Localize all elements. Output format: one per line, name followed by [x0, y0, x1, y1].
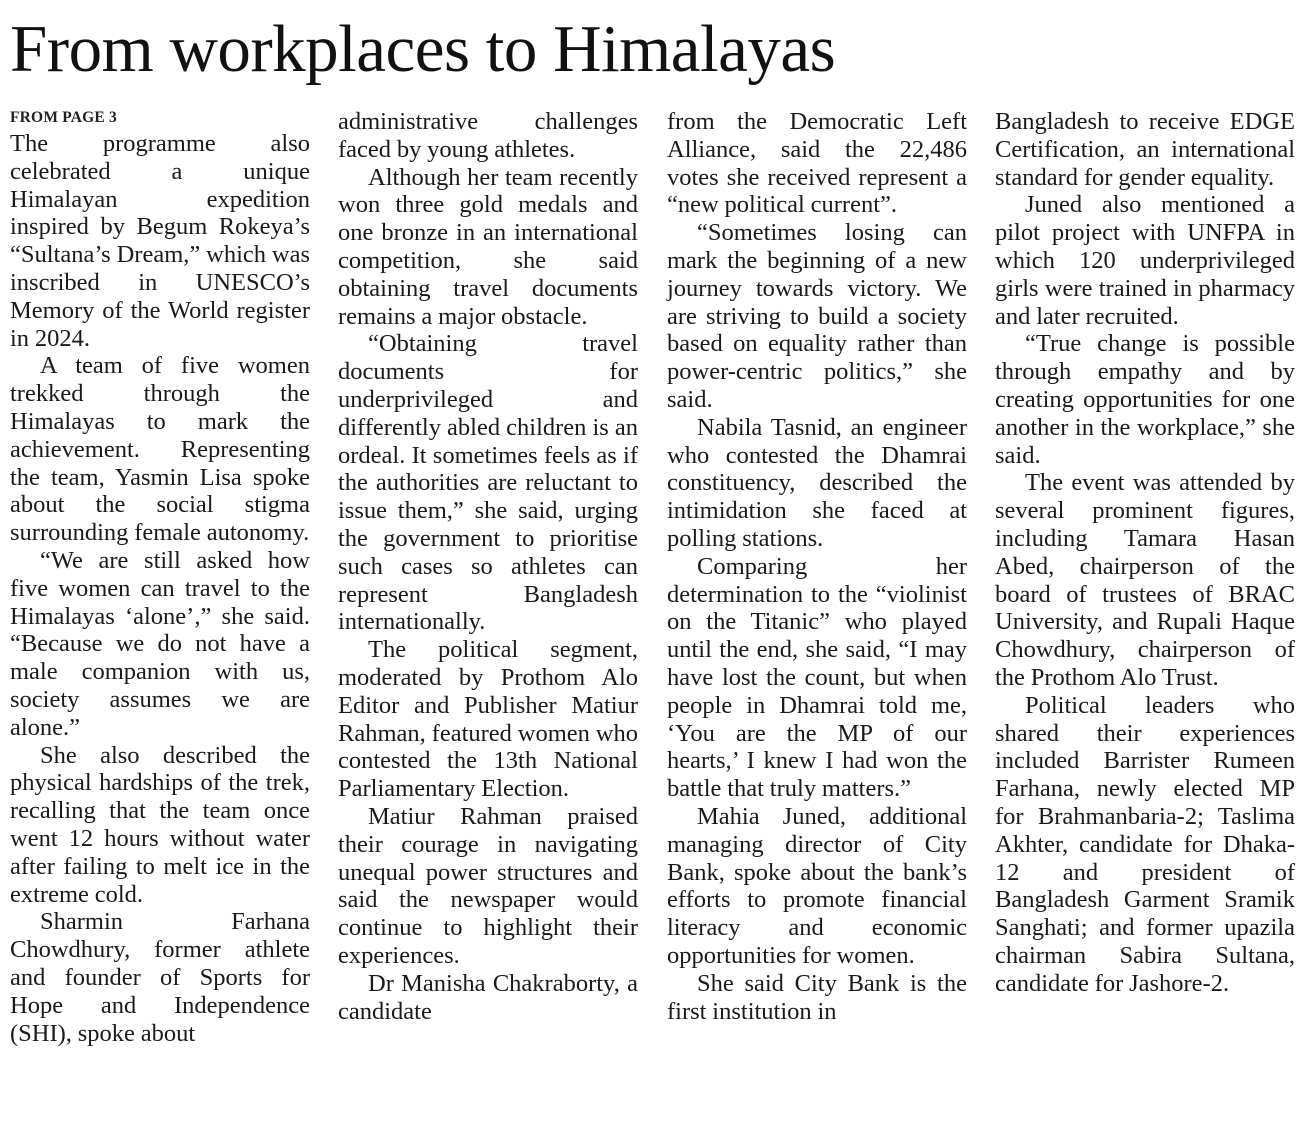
paragraph: Although her team recently won three gold medals and one bronze in an international competition, she said obtaining travel documents remains a major obstacle.	[338, 163, 638, 330]
paragraph: “Sometimes losing can mark the beginning of a new journey towards victory. We are striving to build a society based on equality rather than power-centric politics,” she said.	[667, 219, 967, 413]
paragraph: “True change is possible through empathy and by creating opportunities for one another in the workplace,” she said.	[995, 330, 1295, 469]
paragraph: Bangladesh to receive EDGE Certification, an international standard for gender equality.	[995, 108, 1295, 191]
article-column-4	[995, 108, 1295, 998]
headline: From workplaces to Himalayas	[10, 12, 836, 86]
paragraph: Comparing her determination to the “violinist on the Titanic” who played until the end, she said, “I may have lost the count, but when people in Dhamrai told me, ‘You are the MP of our hearts,’ I knew I had won the battle that truly matters.”	[667, 552, 967, 803]
paragraph: Juned also mentioned a pilot project with UNFPA in which 120 underprivileged girls were trained in pharmacy and later recruited.	[995, 191, 1295, 330]
paragraph: Matiur Rahman praised their courage in navigating unequal power structures and said the newspaper would continue to highlight their experiences.	[338, 802, 638, 969]
paragraph: The programme also celebrated a unique Himalayan expedition inspired by Begum Rokeya’s “Sultana’s Dream,” which was inscribed in UNESCO’s Memory of the World register in 2024.	[10, 130, 310, 352]
paragraph: Dr Manisha Chakraborty, a candidate	[338, 969, 638, 1025]
paragraph: Political leaders who shared their experiences included Barrister Rumeen Farhana, newly elected MP for Brahmanbaria-2; Taslima Akhter, candidate for Dhaka-12 and president of Bangladesh Garment Sramik Sanghati; and former upazila chairman Sabira Sultana, candidate for Jashore-2.	[995, 691, 1295, 997]
article-column-2	[338, 108, 638, 1025]
paragraph: Mahia Juned, additional managing director of City Bank, spoke about the bank’s efforts to promote financial literacy and economic opportunities for women.	[667, 802, 967, 969]
article-column-1	[10, 108, 310, 1047]
paragraph: The event was attended by several prominent figures, including Tamara Hasan Abed, chairperson of the board of trustees of BRAC University, and Rupali Haque Chowdhury, chairperson of the Prothom Alo Trust.	[995, 469, 1295, 691]
continuation-kicker: FROM PAGE 3	[10, 109, 117, 126]
paragraph: “We are still asked how five women can travel to the Himalayas ‘alone’,” she said. “Because we do not have a male companion with us, society assumes we are alone.”	[10, 546, 310, 741]
article-column-3	[667, 108, 967, 1025]
paragraph: She also described the physical hardships of the trek, recalling that the team once went 12 hours without water after failing to melt ice in the extreme cold.	[10, 741, 310, 908]
paragraph: Sharmin Farhana Chowdhury, former athlete and founder of Sports for Hope and Independence (SHI), spoke about	[10, 908, 310, 1047]
paragraph: from the Democratic Left Alliance, said the 22,486 votes she received represent a “new political current”.	[667, 108, 967, 219]
paragraph: A team of five women trekked through the Himalayas to mark the achievement. Representing the team, Yasmin Lisa spoke about the social stigma surrounding female autonomy.	[10, 352, 310, 547]
paragraph: She said City Bank is the first institution in	[667, 969, 967, 1025]
paragraph: administrative challenges faced by young athletes.	[338, 108, 638, 163]
paragraph: Nabila Tasnid, an engineer who contested the Dhamrai constituency, described the intimidation she faced at polling stations.	[667, 413, 967, 552]
paragraph: “Obtaining travel documents for underprivileged and differently abled children is an ordeal. It sometimes feels as if the authorities are reluctant to issue them,” she said, urging the government to prioritise such cases so athletes can represent Bangladesh internationally.	[338, 330, 638, 636]
paragraph: The political segment, moderated by Prothom Alo Editor and Publisher Matiur Rahman, featured women who contested the 13th National Parliamentary Election.	[338, 636, 638, 803]
